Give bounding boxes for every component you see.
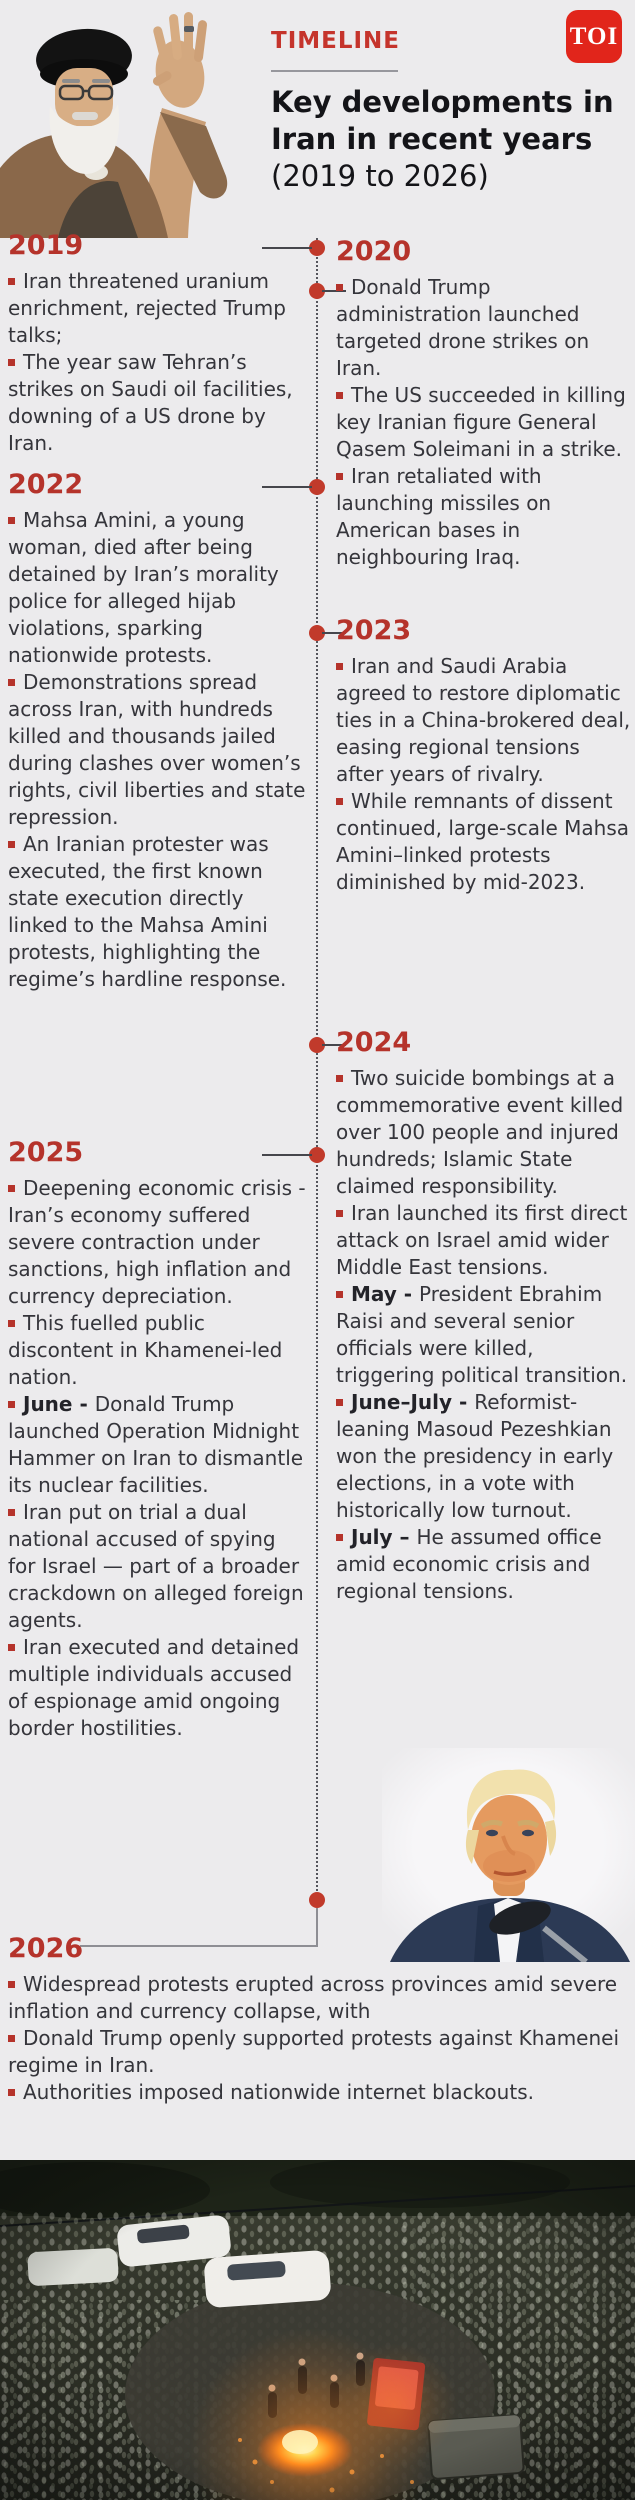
- bullet-square-icon: [8, 517, 15, 524]
- timeline-item: Mahsa Amini, a young woman, died after being detained by Iran’s morality police for alleged hijab violations, sparking nationwide protests.: [8, 508, 279, 667]
- timeline-item: An Iranian protester was executed, the first known state execution directly linked to the Mahsa Amini protests, highlighting the regime’s hardline response.: [8, 832, 287, 991]
- raised-hand: [149, 12, 228, 238]
- year-heading: 2026: [8, 1933, 84, 1964]
- year-heading: 2019: [8, 230, 84, 261]
- bullet-square-icon: [8, 1401, 15, 1408]
- section-2024: [336, 1028, 632, 1605]
- timeline-item: Donald Trump administration launched targeted drone strikes on Iran.: [336, 275, 590, 380]
- bullet-square-icon: [8, 2089, 15, 2096]
- timeline-item: The US succeeded in killing key Iranian figure General Qasem Soleimani in a strike.: [336, 383, 626, 461]
- bullet-square-icon: [336, 473, 343, 480]
- timeline-item: This fuelled public discontent in Khamenei-led nation.: [8, 1311, 283, 1389]
- year-heading: 2023: [336, 615, 412, 646]
- bullet-square-icon: [8, 2035, 15, 2042]
- timeline-item: May - President Ebrahim Raisi and several senior officials were killed, triggering political transition.: [336, 1282, 628, 1387]
- bullet-square-icon: [8, 278, 15, 285]
- toi-logo-text: TOI: [569, 22, 619, 50]
- khamenei-photo: [0, 0, 268, 238]
- title-main: Key developments in Iran in recent years: [271, 85, 614, 156]
- bullet-square-icon: [8, 841, 15, 848]
- bullet-square-icon: [8, 1320, 15, 1327]
- timeline-item: Iran executed and detained multiple individuals accused of espionage amid ongoing border hostilities.: [8, 1635, 300, 1740]
- timeline-item: Iran retaliated with launching missiles on American bases in neighbouring Iraq.: [336, 464, 552, 569]
- timeline-item: July – He assumed office amid economic crisis and regional tensions.: [336, 1525, 602, 1603]
- bullet-square-icon: [336, 1291, 343, 1298]
- timeline-item: Iran and Saudi Arabia agreed to restore diplomatic ties in a China-brokered deal, easing regional tensions after years of rivalry.: [336, 654, 631, 786]
- bullet-square-icon: [8, 679, 15, 686]
- timeline-item: Iran launched its first direct attack on Israel amid wider Middle East tensions.: [336, 1201, 628, 1279]
- bullet-square-icon: [336, 392, 343, 399]
- kicker-underline: [271, 70, 398, 72]
- timeline-item: Authorities imposed nationwide internet blackouts.: [8, 2079, 628, 2106]
- timeline-item: June - Donald Trump launched Operation Midnight Hammer on Iran to dismantle its nuclear facilities.: [8, 1392, 304, 1497]
- bullet-square-icon: [8, 1644, 15, 1651]
- year-heading: 2024: [336, 1027, 412, 1058]
- bullet-square-icon: [8, 1509, 15, 1516]
- bullet-square-icon: [8, 1185, 15, 1192]
- year-heading: 2020: [336, 236, 412, 267]
- timeline-item: Widespread protests erupted across provinces amid severe inflation and currency collapse, with: [8, 1972, 618, 2023]
- timeline-item: Two suicide bombings at a commemorative event killed over 100 people and injured hundreds; Islamic State claimed responsibility.: [336, 1066, 624, 1198]
- year-heading: 2022: [8, 469, 84, 500]
- timeline-item: June–July - Reformist-leaning Masoud Pezeshkian won the presidency in early elections, in a vote with historically low turnout.: [336, 1390, 614, 1522]
- page-title: [271, 84, 629, 195]
- timeline-item: Iran threatened uranium enrichment, rejected Trump talks;: [8, 269, 286, 347]
- title-range: (2019 to 2026): [271, 159, 489, 193]
- bullet-square-icon: [336, 798, 343, 805]
- timeline-item: The year saw Tehran’s strikes on Saudi oil facilities, downing of a US drone by Iran.: [8, 350, 293, 455]
- bullet-square-icon: [336, 1210, 343, 1217]
- section-2025: [8, 1138, 306, 1742]
- section-2023: [336, 616, 632, 896]
- section-2019: [8, 231, 306, 457]
- timeline-item: While remnants of dissent continued, large-scale Mahsa Amini–linked protests diminished by mid-2023.: [336, 789, 630, 894]
- bullet-square-icon: [336, 1399, 343, 1406]
- kicker: TIMELINE: [271, 28, 401, 54]
- timeline-item: Iran put on trial a dual national accused of spying for Israel — part of a broader crackdown on alleged foreign agents.: [8, 1500, 304, 1632]
- bullet-square-icon: [8, 1981, 15, 1988]
- timeline-node-2026: [309, 1892, 325, 1908]
- timeline-item: Deepening economic crisis - Iran’s economy suffered severe contraction under sanctions, high inflation and currency depreciation.: [8, 1176, 306, 1308]
- year-heading: 2025: [8, 1137, 84, 1168]
- toi-logo: [566, 10, 622, 63]
- bullet-square-icon: [336, 663, 343, 670]
- bullet-square-icon: [8, 359, 15, 366]
- section-2026: [8, 1934, 628, 2106]
- trump-photo: [382, 1748, 635, 1962]
- section-2020: [336, 237, 632, 571]
- bullet-square-icon: [336, 284, 343, 291]
- protest-photo: [0, 2160, 635, 2500]
- section-2022: [8, 470, 306, 993]
- bullet-square-icon: [336, 1534, 343, 1541]
- timeline-item: Donald Trump openly supported protests against Khamenei regime in Iran.: [8, 2026, 620, 2077]
- bullet-square-icon: [336, 1075, 343, 1082]
- timeline-item: Demonstrations spread across Iran, with hundreds killed and thousands jailed during clashes over women’s rights, civil liberties and state repression.: [8, 670, 306, 829]
